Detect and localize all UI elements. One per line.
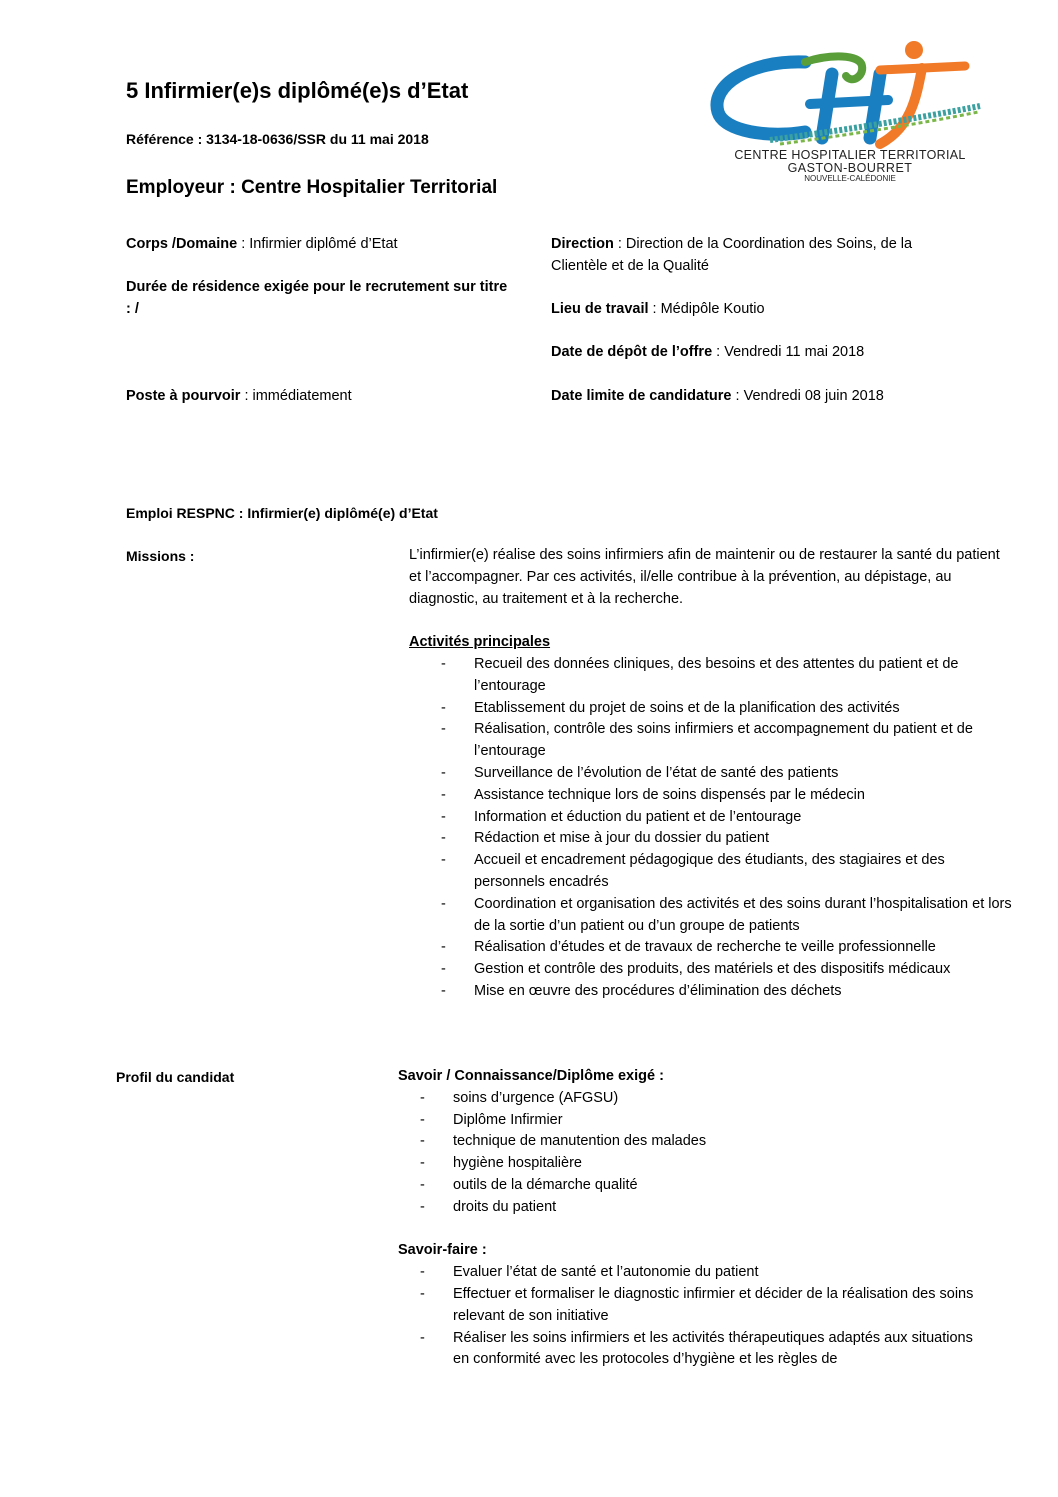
activity-item: - Réalisation, contrôle des soins infirmiers et accompagnement du patient et de l’entourage — [441, 721, 973, 760]
depot-field — [551, 341, 971, 363]
duree-field: Durée de résidence exigée pour le recrutement sur titre : / — [126, 279, 508, 317]
activity-item: - Surveillance de l’évolution de l’état de santé des patients — [441, 764, 839, 781]
savoir-faire-item: - Réaliser les soins infirmiers et les activités thérapeutiques adaptés aux situations en conformité avec les protocoles d’hygiène et les règles de — [420, 1329, 973, 1368]
poste-field — [126, 385, 526, 407]
savoir-item: - droits du patient — [420, 1198, 557, 1215]
activities-title: Activités principales — [409, 634, 551, 651]
depot-value: : Vendredi 11 mai 2018 — [712, 344, 865, 360]
limite-label: Date limite de candidature — [551, 388, 732, 404]
missions-section — [409, 545, 1014, 1003]
savoir-title: Savoir / Connaissance/Diplôme exigé : — [398, 1068, 664, 1084]
direction-label: Direction — [551, 236, 614, 252]
cht-logo — [710, 40, 990, 190]
missions-label: Missions : — [126, 548, 195, 564]
activity-item: - Coordination et organisation des activités et des soins durant l’hospitalisation et lors de la sortie d’un patient ou d’un groupe de patients — [441, 895, 1012, 934]
reference: Référence : 3134-18-0636/SSR du 11 mai 2018 — [126, 131, 429, 147]
missions-intro: L’infirmier(e) réalise des soins infirmiers afin de maintenir ou de restaurer la santé du patient et l’accompagner. Par ces activités, il/elle contribue à la prévention, au dépistage, au diagnostic, au traitement et à la recherche. — [409, 547, 1000, 607]
logo-line-1: CENTRE HOSPITALIER TERRITORIAL — [734, 148, 966, 162]
logo-line-3: NOUVELLE-CALÉDONIE — [804, 174, 896, 183]
activity-item: - Gestion et contrôle des produits, des matériels et des dispositifs médicaux — [441, 961, 951, 978]
poste-value: : immédiatement — [240, 388, 352, 404]
lieu-value: : Médipôle Koutio — [648, 301, 765, 317]
savoir-faire-title: Savoir-faire : — [398, 1242, 487, 1259]
activities-list — [409, 654, 1014, 1003]
savoir-list — [398, 1088, 1014, 1219]
direction-value: : Direction de la Coordination des Soins, de la Clientèle et de la Qualité — [551, 236, 913, 274]
savoir-faire-list — [398, 1262, 988, 1371]
limite-value: : Vendredi 08 juin 2018 — [731, 388, 884, 404]
activity-item: - Etablissement du projet de soins et de la planification des activités — [441, 699, 900, 716]
activity-item: - Accueil et encadrement pédagogique des étudiants, des stagiaires et des personnels encadrés — [441, 852, 945, 890]
savoir-item: - technique de manutention des malades — [420, 1133, 707, 1150]
activity-item: - Réalisation d’études et de travaux de recherche te veille professionnelle — [441, 939, 936, 956]
logo-line-2: GASTON-BOURRET — [787, 161, 913, 175]
corps-label: Corps /Domaine — [126, 236, 238, 252]
profil-label: Profil du candidat — [116, 1069, 235, 1085]
savoir-faire-item: - Effectuer et formaliser le diagnostic infirmier et décider de la réalisation des soins relevant de son initiative — [420, 1285, 974, 1324]
savoir-item: - outils de la démarche qualité — [420, 1176, 638, 1193]
employer: Employeur : Centre Hospitalier Territorial — [126, 177, 498, 198]
savoir-item: - soins d’urgence (AFGSU) — [420, 1089, 619, 1106]
limite-field — [551, 385, 971, 407]
savoir-item: - Diplôme Infirmier — [420, 1111, 563, 1128]
activity-item: - Assistance technique lors de soins dispensés par le médecin — [441, 786, 865, 803]
profil-section — [398, 1066, 1014, 1371]
activity-item: - Information et éduction du patient et de l’entourage — [441, 808, 802, 825]
cht-logo-mark — [710, 40, 990, 152]
corps-value: : Infirmier diplômé d’Etat — [237, 236, 398, 252]
activity-item: - Mise en œuvre des procédures d’élimination des déchets — [441, 982, 842, 999]
activity-item: - Recueil des données cliniques, des besoins et des attentes du patient et de l’entourage — [441, 655, 959, 694]
activity-item: - Rédaction et mise à jour du dossier du patient — [441, 830, 770, 847]
corps-field — [126, 233, 526, 255]
savoir-faire-item: - Evaluer l’état de santé et l’autonomie du patient — [420, 1264, 759, 1281]
poste-label: Poste à pourvoir — [126, 388, 241, 404]
lieu-field — [551, 298, 971, 320]
direction-field — [551, 233, 971, 277]
emploi-respnc: Emploi RESPNC : Infirmier(e) diplômé(e) d’Etat — [126, 505, 438, 521]
lieu-label: Lieu de travail — [551, 301, 649, 317]
page-title: 5 Infirmier(e)s diplômé(e)s d’Etat — [126, 78, 469, 103]
depot-label: Date de dépôt de l’offre — [551, 344, 713, 360]
savoir-item: - hygiène hospitalière — [420, 1155, 582, 1172]
